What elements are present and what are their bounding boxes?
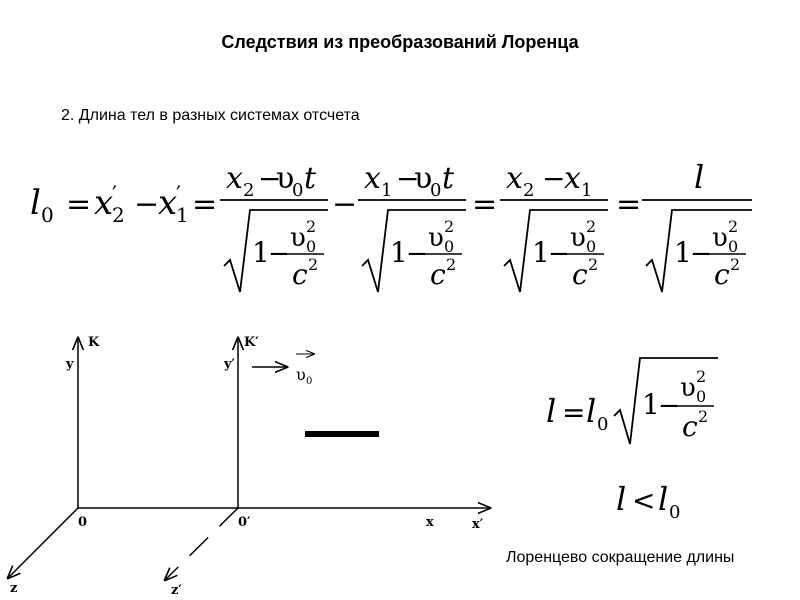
subscript-0: 0 bbox=[597, 414, 609, 435]
minus-sign: − bbox=[258, 162, 282, 195]
minus-sign: − bbox=[406, 239, 428, 269]
number-one: 1 bbox=[252, 236, 270, 269]
slide-subtitle: 2. Длина тел в разных системах отсчета bbox=[61, 107, 360, 124]
symbol-t: t bbox=[304, 161, 317, 196]
superscript-2: 2 bbox=[306, 217, 317, 236]
reference-frames-diagram bbox=[0, 325, 500, 600]
z-prime-axis-label: z′ bbox=[171, 583, 182, 598]
subscript-0: 0 bbox=[306, 237, 317, 256]
symbol-l: l bbox=[546, 392, 557, 430]
contraction-formula bbox=[540, 348, 730, 448]
subscript-0: 0 bbox=[292, 180, 304, 201]
moving-rod bbox=[305, 431, 379, 437]
y-prime-axis-label: y′ bbox=[224, 357, 235, 372]
symbol-x: x bbox=[94, 183, 114, 223]
x-prime-axis-label: x′ bbox=[472, 517, 484, 532]
subscript-0: 0 bbox=[41, 203, 54, 227]
equals-sign: = bbox=[472, 187, 498, 222]
minus-sign: − bbox=[332, 187, 358, 222]
symbol-c: c bbox=[572, 258, 588, 291]
fraction-x1 bbox=[358, 161, 466, 292]
symbol-v: υ bbox=[712, 223, 728, 253]
symbol-x: x bbox=[564, 161, 581, 196]
subscript-0: 0 bbox=[444, 237, 455, 256]
axis-z-prime bbox=[165, 508, 238, 580]
less-than-sign: < bbox=[632, 484, 656, 517]
minus-sign: − bbox=[268, 239, 290, 269]
number-one: 1 bbox=[532, 236, 550, 269]
minus-sign: − bbox=[542, 162, 566, 195]
z-axis-label: z bbox=[10, 581, 18, 596]
symbol-c: c bbox=[714, 258, 730, 291]
symbol-x: x bbox=[158, 183, 178, 223]
equals-sign: = bbox=[66, 187, 92, 222]
subscript-1: 1 bbox=[176, 203, 189, 227]
fraction-x2 bbox=[220, 161, 328, 292]
y-axis-label: y bbox=[66, 357, 74, 372]
prime-mark: ′ bbox=[176, 183, 181, 208]
symbol-l: l bbox=[658, 480, 669, 518]
x-axis-label: x bbox=[426, 515, 434, 530]
length-formula bbox=[30, 150, 770, 310]
slide-caption: Лоренцево сокращение длины bbox=[506, 549, 735, 566]
minus-sign: − bbox=[658, 391, 680, 421]
symbol-c: c bbox=[682, 410, 698, 443]
superscript-2: 2 bbox=[586, 217, 597, 236]
equals-sign: = bbox=[562, 396, 586, 429]
superscript-2: 2 bbox=[696, 367, 707, 386]
fraction-l bbox=[642, 158, 752, 292]
minus-sign: − bbox=[134, 187, 160, 222]
subscript-0: 0 bbox=[696, 387, 707, 406]
symbol-c: c bbox=[430, 258, 446, 291]
prime-mark: ′ bbox=[112, 183, 117, 208]
superscript-2: 2 bbox=[444, 217, 455, 236]
symbol-v: υ bbox=[428, 223, 444, 253]
subscript-1: 1 bbox=[381, 180, 393, 201]
equals-sign: = bbox=[616, 187, 642, 222]
number-one: 1 bbox=[390, 236, 408, 269]
symbol-v: υ bbox=[680, 373, 696, 403]
symbol-l: l bbox=[694, 158, 705, 196]
number-one: 1 bbox=[642, 388, 660, 421]
minus-sign: − bbox=[690, 239, 712, 269]
superscript-2: 2 bbox=[728, 217, 739, 236]
symbol-c: c bbox=[292, 258, 308, 291]
superscript-2: 2 bbox=[446, 255, 457, 274]
equals-sign: = bbox=[192, 187, 218, 222]
superscript-2: 2 bbox=[698, 407, 709, 426]
symbol-l: l bbox=[586, 392, 597, 430]
origin-prime-label: 0′ bbox=[238, 515, 251, 530]
frame-k-prime-label: K′ bbox=[244, 335, 259, 350]
symbol-v: υ bbox=[414, 161, 433, 196]
symbol-x: x bbox=[506, 161, 523, 196]
symbol-v: υ bbox=[570, 223, 586, 253]
symbol-x: x bbox=[364, 161, 381, 196]
symbol-t: t bbox=[442, 161, 455, 196]
subscript-2: 2 bbox=[112, 203, 125, 227]
fraction-x2-minus-x1 bbox=[500, 161, 608, 292]
symbol-v: υ bbox=[290, 223, 306, 253]
superscript-2: 2 bbox=[308, 255, 319, 274]
superscript-2: 2 bbox=[588, 255, 599, 274]
symbol-l: l bbox=[30, 183, 41, 223]
subscript-2: 2 bbox=[243, 180, 255, 201]
subscript-0: 0 bbox=[586, 237, 597, 256]
frame-k-label: K bbox=[88, 335, 100, 350]
slide-title: Следствия из преобразований Лоренца bbox=[221, 32, 579, 52]
symbol-x: x bbox=[226, 161, 243, 196]
subscript-0: 0 bbox=[669, 502, 681, 522]
number-one: 1 bbox=[674, 236, 692, 269]
subscript-0: 0 bbox=[728, 237, 739, 256]
symbol-l: l bbox=[616, 480, 627, 518]
subscript-2: 2 bbox=[523, 180, 535, 201]
inequality-formula bbox=[610, 478, 700, 522]
symbol-v: υ bbox=[276, 161, 295, 196]
superscript-2: 2 bbox=[730, 255, 741, 274]
origin-label: 0 bbox=[78, 515, 88, 530]
subscript-0: 0 bbox=[430, 180, 442, 201]
minus-sign: − bbox=[396, 162, 420, 195]
velocity-symbol: υ bbox=[296, 365, 306, 384]
subscript-1: 1 bbox=[581, 180, 593, 201]
axis-z bbox=[8, 508, 78, 578]
minus-sign: − bbox=[548, 239, 570, 269]
velocity-subscript: 0 bbox=[306, 376, 313, 387]
